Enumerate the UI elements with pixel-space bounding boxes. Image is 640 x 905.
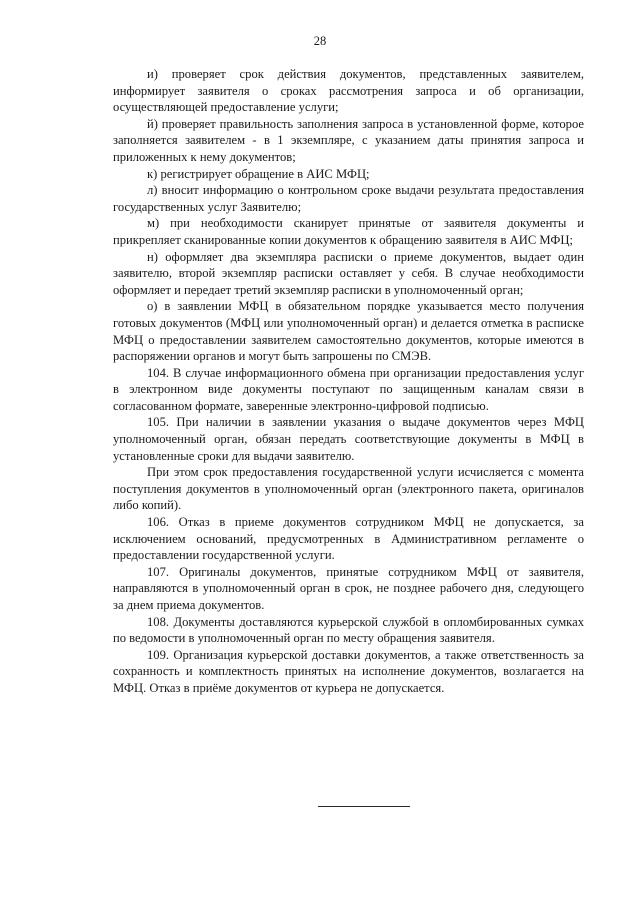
- paragraph-l: л) вносит информацию о контрольном сроке выдачи результата предоставления государственных услуг Заявителю;: [113, 183, 584, 214]
- end-divider-line: [318, 806, 410, 807]
- paragraph-o: о) в заявлении МФЦ в обязательном порядке указывается место получения готовых документов (МФЦ или уполномоченный орган) и делается отметка в расписке МФЦ о предоставлении заявителем самостоятельно документов, которые имеются в распоряжении органов и могут быть запрошены по СМЭВ.: [113, 299, 584, 364]
- paragraph-m: м) при необходимости сканирует принятые от заявителя документы и прикрепляет сканированные копии документов к обращению заявителя в АИС МФЦ;: [113, 216, 584, 247]
- page-number: 28: [313, 34, 327, 48]
- paragraph-105: 105. При наличии в заявлении указания о выдаче документов через МФЦ уполномоченный орган, обязан передать соответствующие документы в МФЦ в установленные сроки для выдачи заявителю.: [113, 415, 584, 463]
- document-body: [113, 66, 584, 697]
- paragraph-104: 104. В случае информационного обмена при организации предоставления услуг в электронном виде документы поступают по защищенным каналам связи в согласованном формате, заверенные электронно-цифровой подписью.: [113, 365, 584, 413]
- paragraph-106: 106. Отказ в приеме документов сотрудником МФЦ не допускается, за исключением оснований, предусмотренных в Административном регламенте о предоставлении государственной услуги.: [113, 515, 584, 563]
- paragraph-107: 107. Оригиналы документов, принятые сотрудником МФЦ от заявителя, направляются в уполномоченный орган в срок, не позднее рабочего дня, следующего за днем приема документов.: [113, 564, 584, 612]
- paragraph-105-continued: При этом срок предоставления государственной услуги исчисляется с момента поступления документов в уполномоченный орган (электронного пакета, оригиналов либо копий).: [113, 465, 584, 513]
- paragraph-108: 108. Документы доставляются курьерской службой в опломбированных сумках по ведомости в уполномоченный орган по месту обращения заявителя.: [113, 614, 584, 646]
- paragraph-j: й) проверяет правильность заполнения запроса в установленной форме, которое заполняется заявителем - в 1 экземпляре, с указанием даты принятия запроса и приложенных к нему документов;: [113, 116, 584, 164]
- paragraph-i: и) проверяет срок действия документов, представленных заявителем, информирует заявителя о сроках рассмотрения запроса и об организации, осуществляющей предоставление услуги;: [113, 67, 584, 115]
- paragraph-n: н) оформляет два экземпляра расписки о приеме документов, выдает один заявителю, второй экземпляр расписки оставляет у себя. В случае необходимости оформляет и передает третий экземпляр расписки в уполномоченный орган;: [113, 249, 584, 297]
- paragraph-k: к) регистрирует обращение в АИС МФЦ;: [147, 166, 370, 181]
- paragraph-109: 109. Организация курьерской доставки документов, а также ответственность за сохранность и комплектность принятых на исполнение документов, возлагается на МФЦ. Отказ в приёме документов от курьера не допускается.: [113, 647, 584, 695]
